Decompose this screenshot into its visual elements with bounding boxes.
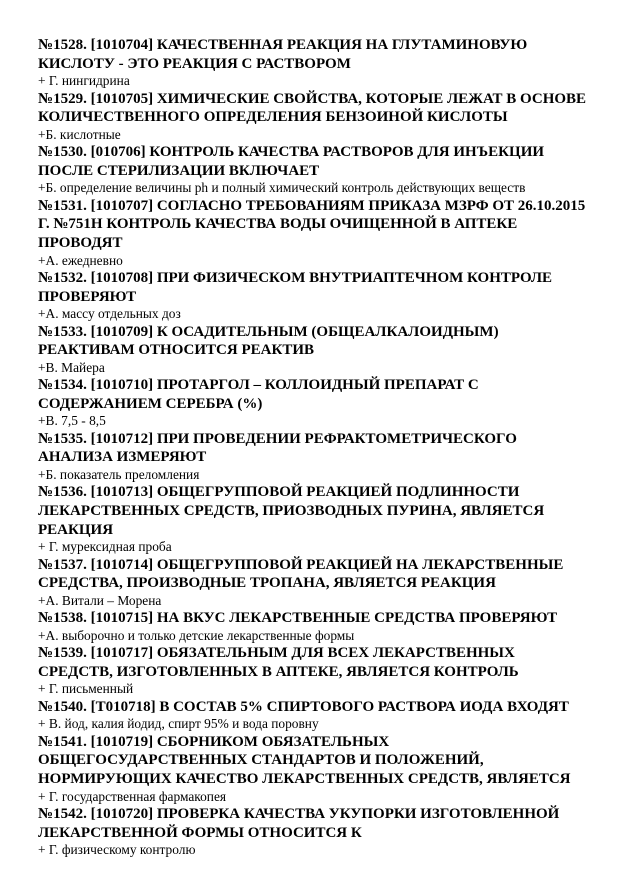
question-1537 (38, 556, 593, 610)
question-1529 (38, 90, 593, 144)
question-text: №1542. [1010720] ПРОВЕРКА КАЧЕСТВА УКУПОРКИ ИЗГОТОВЛЕННОЙ ЛЕКАРСТВЕННОЙ ФОРМЫ ОТНОСИТСЯ К (38, 805, 560, 841)
question-1534 (38, 376, 593, 430)
answer-text: + Г. письменный (38, 681, 134, 697)
question-1530 (38, 143, 593, 197)
question-text: №1541. [1010719] СБОРНИКОМ ОБЯЗАТЕЛЬНЫХ ОБЩЕГОСУДАРСТВЕННЫХ СТАНДАРТОВ И ПОЛОЖЕНИЙ, НОРМИРУЮЩИХ КАЧЕСТВО ЛЕКАРСТВЕННЫХ СРЕДСТВ, ЯВЛЯЕТСЯ (38, 733, 571, 787)
question-text: №1530. [010706] КОНТРОЛЬ КАЧЕСТВА РАСТВОРОВ ДЛЯ ИНЪЕКЦИИ ПОСЛЕ СТЕРИЛИЗАЦИИ ВКЛЮЧАЕТ (38, 144, 545, 179)
question-1536 (38, 483, 593, 555)
question-text: №1538. [1010715] НА ВКУС ЛЕКАРСТВЕННЫЕ СРЕДСТВА ПРОВЕРЯЮТ (38, 610, 558, 627)
question-text: №1539. [1010717] ОБЯЗАТЕЛЬНЫМ ДЛЯ ВСЕХ ЛЕКАРСТВЕННЫХ СРЕДСТВ, ИЗГОТОВЛЕННЫХ В АПТЕКЕ, ЯВЛЯЕТСЯ КОНТРОЛЬ (38, 645, 519, 680)
answer-text: + Г. нингидрина (38, 73, 130, 89)
answer-text: +А. ежедневно (38, 252, 123, 268)
answer-text: +А. выборочно и только детские лекарственные формы (38, 627, 355, 643)
answer-text: +А. массу отдельных доз (38, 306, 181, 322)
question-1539 (38, 644, 593, 698)
question-1542 (38, 805, 593, 859)
answer-text: + Г. государственная фармакопея (38, 788, 227, 804)
question-1528 (38, 36, 593, 90)
question-1541 (38, 733, 593, 805)
question-text: №1534. [1010710] ПРОТАРГОЛ – КОЛЛОИДНЫЙ ПРЕПАРАТ С СОДЕРЖАНИЕМ СЕРЕБРА (%) (38, 377, 479, 412)
question-text: №1537. [1010714] ОБЩЕГРУППОВОЙ РЕАКЦИЕЙ НА ЛЕКАРСТВЕННЫЕ СРЕДСТВА, ПРОИЗВОДНЫЕ ТРОПАНА, ЯВЛЯЕТСЯ РЕАКЦИЯ (38, 556, 564, 592)
question-1535 (38, 430, 593, 484)
question-text: №1533. [1010709] К ОСАДИТЕЛЬНЫМ (ОБЩЕАЛКАЛОИДНЫМ) РЕАКТИВАМ ОТНОСИТСЯ РЕАКТИВ (38, 323, 499, 359)
question-1533 (38, 323, 593, 377)
question-1538 (38, 609, 593, 644)
question-text: №1540. [Т010718] В СОСТАВ 5% СПИРТОВОГО РАСТВОРА ИОДА ВХОДЯТ (38, 698, 569, 715)
question-text: №1532. [1010708] ПРИ ФИЗИЧЕСКОМ ВНУТРИАПТЕЧНОМ КОНТРОЛЕ ПРОВЕРЯЮТ (38, 269, 553, 305)
answer-text: +В. Майера (38, 359, 105, 375)
question-1532 (38, 269, 593, 323)
answer-text: + В. йод, калия йодид, спирт 95% и вода поровну (38, 716, 319, 732)
question-text: №1528. [1010704] КАЧЕСТВЕННАЯ РЕАКЦИЯ НА ГЛУТАМИНОВУЮ КИСЛОТУ - ЭТО РЕАКЦИЯ С РАСТВОРОМ (38, 37, 528, 72)
question-text: №1529. [1010705] ХИМИЧЕСКИЕ СВОЙСТВА, КОТОРЫЕ ЛЕЖАТ В ОСНОВЕ КОЛИЧЕСТВЕННОГО ОПРЕДЕЛЕНИЯ БЕНЗОИНОЙ КИСЛОТЫ (38, 90, 587, 126)
answer-text: + Г. мурексидная проба (38, 539, 172, 555)
question-text: №1531. [1010707] СОГЛАСНО ТРЕБОВАНИЯМ ПРИКАЗА МЗРФ ОТ 26.10.2015 Г. №751Н КОНТРОЛЬ КАЧЕСТВА ВОДЫ ОЧИЩЕННОЙ В АПТЕКЕ ПРОВОДЯТ (38, 197, 586, 251)
question-text: №1536. [1010713] ОБЩЕГРУППОВОЙ РЕАКЦИЕЙ ПОДЛИННОСТИ ЛЕКАРСТВЕННЫХ СРЕДСТВ, ПРИОЗВОДНЫХ ПУРИНА, ЯВЛЯЕТСЯ РЕАКЦИЯ (38, 484, 545, 538)
answer-text: +Б. определение величины ph и полный химический контроль действующих веществ (38, 180, 526, 196)
answer-text: + Г. физическому контролю (38, 842, 196, 858)
answer-text: +В. 7,5 - 8,5 (38, 413, 106, 429)
question-1540 (38, 698, 593, 733)
answer-text: +Б. показатель преломления (38, 466, 200, 482)
question-text: №1535. [1010712] ПРИ ПРОВЕДЕНИИ РЕФРАКТОМЕТРИЧЕСКОГО АНАЛИЗА ИЗМЕРЯЮТ (38, 430, 517, 466)
question-1531 (38, 197, 593, 269)
answer-text: +Б. кислотные (38, 126, 121, 142)
document-page (38, 36, 593, 859)
answer-text: +А. Витали – Морена (38, 592, 162, 608)
